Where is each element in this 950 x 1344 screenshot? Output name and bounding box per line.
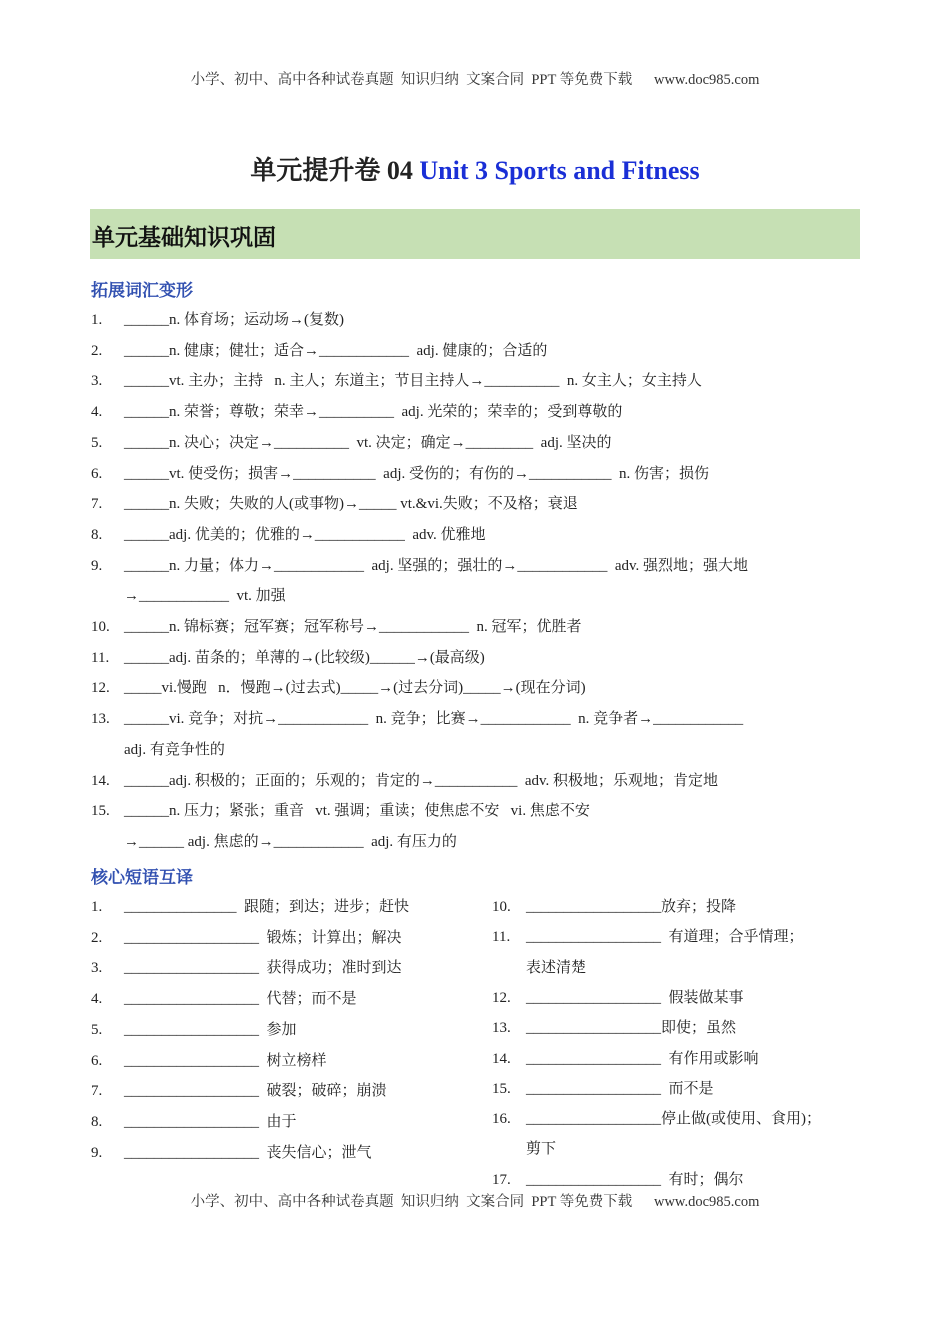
item-text: ______vt. 使受伤；损害→___________ adj. 受伤的；有伤的→___________ n. 伤害；损伤: [124, 465, 709, 482]
title-cn: 单元提升卷 04: [250, 156, 420, 185]
item-number: 11.: [492, 929, 511, 946]
item-text: →______ adj. 焦虑的→____________ adj. 有压力的: [124, 833, 457, 850]
item-text: _______________ 跟随；到达；进步；赶快: [124, 899, 410, 915]
item-text: __________________即使；虽然: [526, 1020, 737, 1037]
section-title: 单元基础知识巩固: [92, 225, 276, 251]
item-text: ______n. 失败；失败的人(或事物)→_____ vt.&vi.失败；不及格；衰退: [124, 496, 578, 513]
item-number: 7.: [91, 1083, 103, 1100]
item-number: 5.: [91, 434, 103, 451]
item-text: __________________ 有时；偶尔: [526, 1171, 744, 1188]
section-banner: [90, 209, 860, 259]
part1-heading: 拓展词汇变形: [91, 281, 193, 301]
item-number: 4.: [91, 991, 103, 1008]
item-number: 14.: [91, 772, 110, 789]
item-text: __________________ 锻炼；计算出；解决: [124, 929, 402, 946]
item-number: 11.: [91, 649, 110, 666]
item-number: 6.: [91, 1052, 103, 1069]
item-text: ______n. 压力；紧张；重音 vt. 强调；重读；使焦虑不安 vi. 焦虑不安: [124, 803, 590, 820]
item-number: 2.: [91, 342, 103, 359]
item-number: 16.: [492, 1111, 511, 1128]
item-text: ______n. 锦标赛；冠军赛；冠军称号→____________ n. 冠军；优胜者: [124, 619, 582, 635]
item-number: 10.: [492, 899, 511, 915]
item-number: 9.: [91, 1144, 103, 1161]
page-header: 小学、初中、高中各种试卷真题 知识归纳 文案合同 PPT 等免费下载 www.doc985.com: [190, 72, 760, 88]
item-text: __________________ 丧失信心；泄气: [124, 1144, 372, 1161]
item-number: 7.: [91, 496, 103, 513]
item-number: 2.: [91, 929, 103, 946]
item-number: 1.: [91, 899, 103, 915]
item-number: 17.: [492, 1171, 511, 1188]
item-text: ______vt. 主办；主持 n. 主人；东道主；节目主持人→__________ n. 女主人；女主持人: [124, 373, 702, 390]
item-number: 13.: [91, 711, 110, 728]
item-text: adj. 有竞争性的: [124, 741, 225, 758]
item-number: 12.: [492, 989, 511, 1006]
item-text: __________________放弃；投降: [526, 899, 737, 915]
item-text: __________________ 假装做某事: [526, 989, 744, 1006]
item-text: ______vi. 竞争；对抗→____________ n. 竞争；比赛→____________ n. 竞争者→____________: [124, 711, 744, 728]
item-text: ______n. 决心；决定→__________ vt. 决定；确定→_________ adj. 坚决的: [124, 434, 612, 451]
item-text: ______adj. 积极的；正面的；乐观的；肯定的→___________ adv. 积极地；乐观地；肯定地: [124, 772, 719, 789]
title-en: Unit 3 Sports and Fitness: [419, 156, 700, 185]
item-text: ______n. 健康；健壮；适合→____________ adj. 健康的；合适的: [124, 342, 548, 359]
item-text: __________________停止做(或使用、食用)；: [526, 1111, 821, 1128]
item-number: 14.: [492, 1050, 511, 1067]
page-title: [0, 150, 950, 187]
item-text: ______n. 力量；体力→____________ adj. 坚强的；强壮的→____________ adv. 强烈地；强大地: [124, 557, 749, 574]
item-number: 9.: [91, 557, 103, 574]
item-text: __________________ 参加: [124, 1021, 297, 1038]
item-number: 13.: [492, 1020, 511, 1037]
item-number: 15.: [91, 803, 110, 820]
item-number: 5.: [91, 1021, 103, 1038]
item-number: 3.: [91, 373, 103, 390]
item-number: 12.: [91, 680, 110, 697]
item-text: __________________ 有作用或影响: [526, 1050, 759, 1067]
item-text: __________________ 代替；而不是: [124, 991, 357, 1008]
item-number: 10.: [91, 619, 110, 635]
item-text: ______adj. 优美的；优雅的→____________ adv. 优雅地: [124, 526, 486, 543]
item-number: 6.: [91, 465, 103, 482]
item-number: 4.: [91, 404, 103, 421]
item-text: ______adj. 苗条的；单薄的→(比较级)______→(最高级): [124, 649, 485, 666]
item-number: 3.: [91, 960, 103, 977]
item-text: ______n. 体育场；运动场→(复数): [124, 312, 344, 328]
item-number: 15.: [492, 1080, 511, 1097]
item-text: 表述清楚: [526, 959, 587, 976]
item-text: →____________ vt. 加强: [124, 588, 286, 605]
item-text: 剪下: [526, 1141, 557, 1158]
item-text: __________________ 而不是: [526, 1080, 714, 1097]
item-text: __________________ 有道理；合乎情理；: [526, 929, 804, 946]
item-text: __________________ 获得成功；准时到达: [124, 960, 402, 977]
item-text: __________________ 由于: [124, 1113, 297, 1130]
item-text: __________________ 树立榜样: [124, 1052, 327, 1069]
part2-heading: 核心短语互译: [91, 868, 193, 888]
item-text: ______n. 荣誉；尊敬；荣幸→__________ adj. 光荣的；荣幸的；受到尊敬的: [124, 404, 623, 421]
item-number: 1.: [91, 312, 103, 328]
page-footer: 小学、初中、高中各种试卷真题 知识归纳 文案合同 PPT 等免费下载 www.doc985.com: [190, 1194, 760, 1210]
item-number: 8.: [91, 1113, 103, 1130]
item-text: __________________ 破裂；破碎；崩溃: [124, 1083, 387, 1100]
item-text: _____vi.慢跑 n．慢跑→(过去式)_____→(过去分词)_____→(现在分词): [124, 680, 586, 697]
item-number: 8.: [91, 526, 103, 543]
